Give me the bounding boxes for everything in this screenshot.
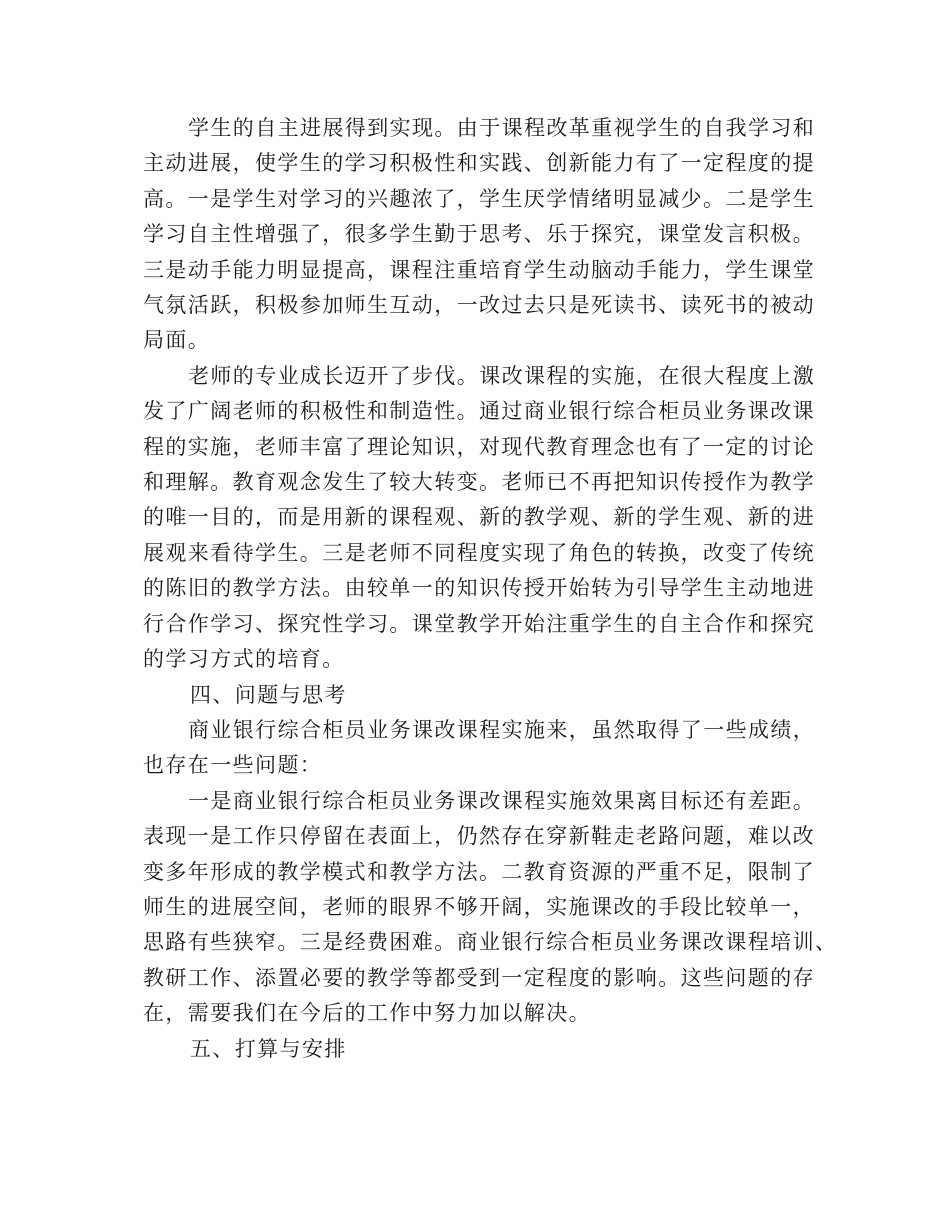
text-line: 教研工作、添置必要的教学等都受到一定程度的影响。这些问题的存 bbox=[143, 965, 815, 990]
text-line: 气氛活跃，积极参加师生互动，一改过去只是死读书、读死书的被动 bbox=[143, 293, 815, 318]
paragraph bbox=[143, 359, 820, 678]
text-line: 行合作学习、探究性学习。课堂教学开始注重学生的自主合作和探究 bbox=[143, 611, 815, 636]
heading-text: 五、打算与安排 bbox=[190, 1036, 347, 1061]
text-line: 表现一是工作只停留在表面上，仍然存在穿新鞋走老路问题，难以改 bbox=[143, 824, 815, 849]
text-line: 老师的专业成长迈开了步伐。课改课程的实施，在很大程度上激 bbox=[188, 363, 816, 388]
text-line: 变多年形成的教学模式和教学方法。二教育资源的严重不足，限制了 bbox=[143, 859, 815, 884]
document-body bbox=[143, 111, 838, 1067]
text-line: 的陈旧的教学方法。由较单一的知识传授开始转为引导学生主动地进 bbox=[143, 576, 815, 601]
text-line: 的唯一目的，而是用新的课程观、新的教学观、新的学生观、新的进 bbox=[143, 505, 815, 530]
text-line: 程的实施，老师丰富了理论知识，对现代教育理念也有了一定的讨论 bbox=[143, 434, 815, 459]
text-line: 和理解。教育观念发生了较大转变。老师已不再把知识传授作为教学 bbox=[143, 470, 815, 495]
text-line: 一是商业银行综合柜员业务课改课程实施效果离目标还有差距。 bbox=[188, 788, 816, 813]
text-line: 高。一是学生对学习的兴趣浓了，学生厌学情绪明显减少。二是学生 bbox=[143, 186, 815, 211]
section-heading bbox=[143, 1032, 820, 1067]
text-line: 商业银行综合柜员业务课改课程实施来，虽然取得了一些成绩， bbox=[188, 717, 816, 742]
text-line: 局面。 bbox=[143, 328, 211, 353]
text-line: 展观来看待学生。三是老师不同程度实现了角色的转换，改变了传统 bbox=[143, 540, 815, 565]
section-heading bbox=[143, 678, 820, 713]
text-line: 也存在一些问题： bbox=[143, 753, 323, 778]
text-line: 三是动手能力明显提高，课程注重培育学生动脑动手能力，学生课堂 bbox=[143, 257, 815, 282]
text-line: 学生的自主进展得到实现。由于课程改革重视学生的自我学习和 bbox=[188, 116, 816, 140]
text-line: 的学习方式的培育。 bbox=[143, 647, 345, 672]
text-line: 学习自主性增强了，很多学生勤于思考、乐于探究，课堂发言积极。 bbox=[143, 222, 815, 247]
paragraph bbox=[143, 713, 820, 784]
paragraph bbox=[143, 111, 820, 359]
text-line: 思路有些狭窄。三是经费困难。商业银行综合柜员业务课改课程培训、 bbox=[143, 930, 838, 955]
paragraph bbox=[143, 784, 838, 1032]
text-line: 发了广阔老师的积极性和制造性。通过商业银行综合柜员业务课改课 bbox=[143, 399, 815, 424]
text-line: 师生的进展空间，老师的眼界不够开阔，实施课改的手段比较单一， bbox=[143, 894, 815, 919]
heading-text: 四、问题与思考 bbox=[190, 682, 347, 707]
text-line: 在，需要我们在今后的工作中努力加以解决。 bbox=[143, 1001, 591, 1026]
text-line: 主动进展，使学生的学习积极性和实践、创新能力有了一定程度的提 bbox=[143, 151, 815, 176]
